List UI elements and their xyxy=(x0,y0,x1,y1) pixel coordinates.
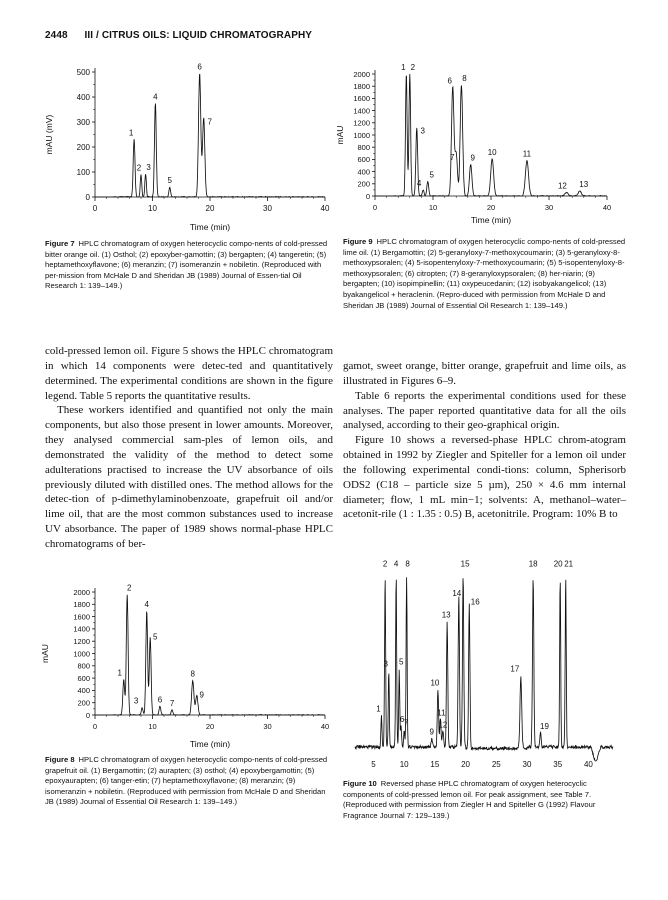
running-header xyxy=(45,30,623,41)
fig9-ytick-label: 1800 xyxy=(353,82,370,91)
fig10-peak-label: 2 xyxy=(382,559,388,569)
fig9-xtick-label: 20 xyxy=(486,203,496,212)
fig9-peak-label: 9 xyxy=(470,153,475,163)
fig9-ytick-label: 0 xyxy=(365,191,370,201)
figure-7-caption-text: HPLC chromatogram of oxygen heterocyclic compo-nents of cold-pressed bitter orange oil. (1) Osthol; (2) epoxyber-gamottin; (3) bergapten; (4) tangeretin; (5) heptamethoxyflavone; (6) meranzin; (7) isomeranzin + nobiletin. (Reproduced with per-mission from McHale D and Sheridan JB (1989) Journal of Essen-tial Oil Research 1: 139–149.) xyxy=(45,239,328,291)
figure-10-caption xyxy=(343,779,626,821)
fig10-peak-label: 20 xyxy=(553,559,563,569)
fig9-xtick-label: 40 xyxy=(602,203,612,212)
fig10-xtick-label: 25 xyxy=(491,760,501,769)
fig7-peak-label: 6 xyxy=(197,62,202,72)
fig8-trace-line xyxy=(95,595,325,715)
figure-8-label: Figure 8 xyxy=(45,755,75,764)
fig9-peak-label: 8 xyxy=(462,73,467,83)
fig10-peak-label: 13 xyxy=(441,610,451,620)
fig9-peak-label: 10 xyxy=(487,147,497,157)
fig8-peak-label: 1 xyxy=(117,668,122,678)
fig9-x-axis-label: Time (min) xyxy=(470,215,512,225)
fig10-peak-label: 4 xyxy=(393,559,399,569)
fig8-y-axis-label: mAU xyxy=(40,644,50,663)
fig9-xtick-label: 30 xyxy=(544,203,554,212)
fig8-ytick-label: 1600 xyxy=(73,612,90,622)
fig7-peak-label: 7 xyxy=(207,117,212,127)
fig9-ytick-label: 400 xyxy=(357,167,370,177)
fig10-peak-label: 9 xyxy=(429,727,435,737)
figure-9-chart xyxy=(335,60,625,232)
fig9-xtick-label: 10 xyxy=(428,203,438,212)
fig8-peak-label: 8 xyxy=(190,669,195,679)
fig9-peak-label: 6 xyxy=(447,76,452,86)
fig10-peak-label: 1 xyxy=(376,704,381,714)
fig9-ytick-label: 800 xyxy=(357,143,370,152)
body-right-paragraph-1: gamot, sweet orange, bitter orange, grapefruit and lime oils, as illustrated in Figures 6–9. xyxy=(343,360,626,387)
fig9-peak-label: 3 xyxy=(420,126,425,136)
fig8-ytick-label: 0 xyxy=(85,710,90,720)
fig8-peak-label: 2 xyxy=(126,583,132,593)
fig7-ytick-label: 100 xyxy=(76,167,90,177)
fig9-peak-label: 13 xyxy=(579,180,589,190)
fig9-ytick-label: 1600 xyxy=(353,94,370,104)
fig9-y-axis-label: mAU xyxy=(335,125,345,145)
fig7-xtick-label: 30 xyxy=(263,204,272,213)
figure-8-caption xyxy=(45,755,333,808)
fig8-ytick-label: 800 xyxy=(77,661,90,671)
running-title: III / CITRUS OILS: LIQUID CHROMATOGRAPHY xyxy=(84,30,313,41)
figure-7-label: Figure 7 xyxy=(45,239,75,248)
body-right-paragraph-3: Figure 10 shows a reversed-phase HPLC chrom-atogram obtained in 1992 by Ziegler and Spiteller for a lemon oil under the following experimental condi-tions: column, Spherisorb ODS2 (C18 – particle size 5 µm), 250 × 4.6 mm internal diameter; flow, 1 mL min−1; solvents: A, methanol–water–acetonit-rile (1 : 1.35 : 0.5) B, acetonitrile. Program: 10% B to xyxy=(343,434,626,521)
fig7-ytick-label: 400 xyxy=(76,92,90,102)
figure-7-caption xyxy=(45,239,333,292)
figure-10-chart xyxy=(343,555,626,775)
fig8-xtick-label: 30 xyxy=(263,722,272,731)
fig10-peak-label: 15 xyxy=(460,559,470,569)
fig9-peak-label: 5 xyxy=(429,170,435,180)
fig7-ytick-label: 200 xyxy=(76,142,90,152)
fig10-trace-line xyxy=(355,577,613,761)
figure-9-label: Figure 9 xyxy=(343,237,373,246)
fig9-xtick-label: 0 xyxy=(372,203,378,212)
fig8-x-axis-label: Time (min) xyxy=(189,739,231,749)
fig7-x-axis-label: Time (min) xyxy=(189,222,231,232)
fig8-peak-label: 7 xyxy=(169,699,175,709)
fig10-peak-label: 19 xyxy=(540,722,549,732)
fig7-peak-label: 5 xyxy=(167,176,172,185)
fig9-peak-label: 2 xyxy=(410,63,416,72)
figure-10-label: Figure 10 xyxy=(343,779,377,788)
figure-10-caption-text: Reversed phase HPLC chromatogram of oxygen heterocyclic components of cold-pressed lemon oil. For peak assignment, see Table 7. (Reproduced with permission from Ziegler H and Spiteller G (1992) Flavour Fragrance Journal 7: 129–139.) xyxy=(343,779,596,820)
fig8-ytick-label: 1000 xyxy=(73,649,90,659)
fig10-peak-label: 11 xyxy=(437,708,446,718)
fig10-xtick-label: 35 xyxy=(553,760,563,769)
fig7-peak-label: 3 xyxy=(146,163,151,172)
fig8-ytick-label: 200 xyxy=(77,698,90,708)
fig10-xtick-label: 10 xyxy=(399,760,409,769)
fig8-peak-label: 5 xyxy=(152,632,158,642)
fig9-ytick-label: 1000 xyxy=(353,130,370,140)
fig7-ytick-label: 0 xyxy=(85,192,90,202)
fig10-peak-label: 12 xyxy=(438,720,448,730)
fig10-xtick-label: 5 xyxy=(371,760,376,769)
fig8-xtick-label: 0 xyxy=(92,722,98,731)
fig8-xtick-label: 10 xyxy=(148,722,157,731)
fig7-peak-label: 4 xyxy=(153,92,158,102)
fig7-peak-label: 1 xyxy=(128,128,134,138)
fig9-peak-label: 11 xyxy=(522,149,532,159)
fig10-peak-label: 21 xyxy=(564,559,574,569)
fig8-xtick-label: 40 xyxy=(320,722,330,731)
fig7-peak-label: 2 xyxy=(136,163,142,173)
page-number: 2448 xyxy=(45,30,68,41)
fig9-ytick-label: 1400 xyxy=(353,106,370,116)
figure-8-chart xyxy=(40,580,340,750)
fig10-peak-label: 14 xyxy=(452,588,462,598)
figure-9-caption-text: HPLC chromatogram of oxygen heterocyclic compo-nents of cold-pressed lime oil. (1) Bergamottin; (2) 5-geranyloxy-7-methoxycoumarin; (3) 5-geranyloxy-8-methoxypsoralen; (4) 5-isopentenyloxy-7-methoxycoumarin; (5) 5-isopentenyloxy-8-methoxypsoralen; (6) citropten; (7) 8-geranyloxypsoralen; (8) her-niarin; (9) bergapten; (10) isopimpinellin; (11) oxypeucedanin; (12) isobyakangelicol; (13) byakangelicol + heraclenin. (Repro-duced with permission from McHale D and Sheridan JB (1989) Journal of Essential Oil Research 1: 139–149.) xyxy=(343,237,626,310)
fig10-peak-label: 5 xyxy=(399,657,404,667)
fig9-peak-label: 7 xyxy=(449,152,455,162)
fig10-xtick-label: 20 xyxy=(461,760,471,769)
fig7-xtick-label: 40 xyxy=(320,204,330,213)
fig9-peak-label: 1 xyxy=(401,63,406,72)
fig8-ytick-label: 2000 xyxy=(73,587,90,597)
fig10-peak-label: 18 xyxy=(528,559,538,569)
fig10-peak-label: 16 xyxy=(470,597,480,607)
fig7-y-axis-label: mAU (mV) xyxy=(44,114,54,155)
body-right-column xyxy=(343,359,626,522)
fig7-xtick-label: 0 xyxy=(92,204,98,213)
fig10-peak-label: 3 xyxy=(383,659,389,669)
figure-8-caption-text: HPLC chromatogram of oxygen heterocyclic compo-nents of cold-pressed grapefruit oil. (1) Bergamottin; (2) aurapten; (3) osthol; (4) epoxybergamottin; (5) epoxyaurapten; (6) tanger-etin; (7) heptamethoxyflavone; (8) meranzin; (9) isomeranzin + nobiletin. (Reproduced with permission from McHale D and Sheridan JB (1989) Journal of Essential Oil Research 1: 139–149.) xyxy=(45,755,328,807)
fig7-ytick-label: 500 xyxy=(76,67,90,77)
fig9-trace-line xyxy=(375,74,607,196)
fig10-xtick-label: 30 xyxy=(522,760,532,769)
fig8-ytick-label: 1200 xyxy=(73,637,90,646)
figure-7-chart xyxy=(40,60,340,240)
fig8-peak-label: 6 xyxy=(157,695,163,705)
fig8-ytick-label: 1400 xyxy=(73,624,90,634)
fig10-peak-label: 10 xyxy=(430,678,440,688)
fig7-ytick-label: 300 xyxy=(76,117,90,127)
fig10-peak-label: 8 xyxy=(405,559,410,569)
fig7-xtick-label: 10 xyxy=(148,204,157,213)
fig8-peak-label: 9 xyxy=(199,690,205,700)
figure-9-caption xyxy=(343,237,626,311)
fig9-ytick-label: 200 xyxy=(357,179,370,189)
body-left-paragraph-1: cold-pressed lemon oil. Figure 5 shows the HPLC chromatogram in which 14 components were detec-ted and quantitatively determined. The experimental conditions are shown in the figure legend. Table 5 reports the quantitative results. xyxy=(45,345,333,402)
fig7-xtick-label: 20 xyxy=(205,204,215,213)
fig10-xtick-label: 40 xyxy=(583,760,593,769)
body-left-paragraph-2: These workers identified and quantified not only the main components, but also those present in lower amounts. Moreover, they analysed commercial sam-ples of lemon oils, and demonstrated the validity of the method to detect some adulterations practised to increase the UV absorbance of oils previously diluted with distilled ones. The method allows for the detec-tion of p-dimethylaminobenzoate, grapefruit oil and/or lime oil, that are the most common substances used to increase UV absorbance. The paper of 1989 shows normal-phase HPLC chromatograms of ber- xyxy=(45,404,333,550)
fig9-ytick-label: 600 xyxy=(357,155,370,165)
fig10-peak-label: 17 xyxy=(510,664,520,674)
fig8-ytick-label: 400 xyxy=(77,686,90,696)
fig8-peak-label: 4 xyxy=(144,600,149,610)
fig8-xtick-label: 20 xyxy=(205,722,215,731)
body-right-paragraph-2: Table 6 reports the experimental conditions used for these analyses. The paper reported quantitative data for all the oils analysed, according to their geo-graphical origin. xyxy=(343,389,626,432)
fig8-peak-label: 3 xyxy=(133,696,139,706)
fig10-peak-label: 7 xyxy=(403,718,409,728)
fig10-xtick-label: 15 xyxy=(430,760,440,769)
fig9-ytick-label: 2000 xyxy=(353,69,370,79)
fig10-peak-label: 6 xyxy=(399,715,405,725)
fig8-ytick-label: 600 xyxy=(77,673,90,683)
body-left-column xyxy=(45,344,333,552)
fig9-peak-label: 12 xyxy=(557,181,567,191)
fig8-ytick-label: 1800 xyxy=(73,600,90,610)
fig9-peak-label: 4 xyxy=(416,178,422,188)
fig9-ytick-label: 1200 xyxy=(353,118,370,128)
